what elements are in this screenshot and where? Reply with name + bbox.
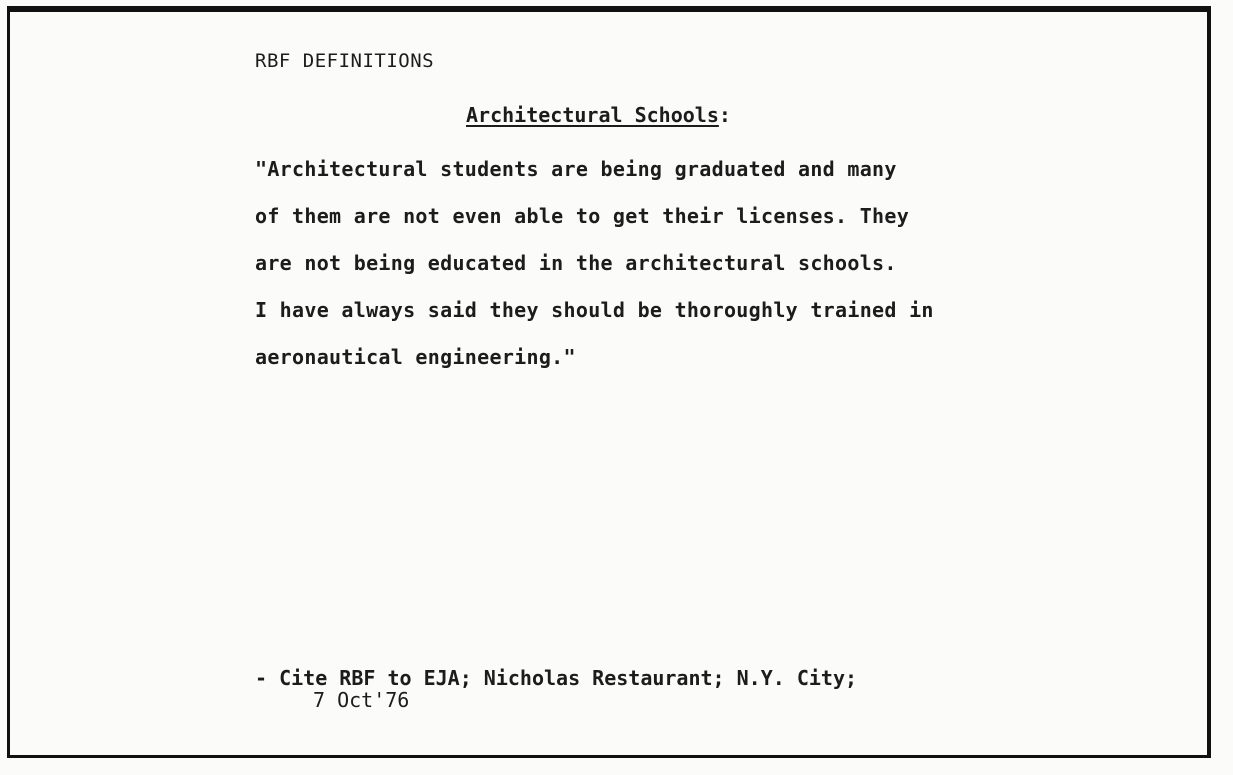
quote-line: I have always said they should be thoroughly trained in [255,298,934,322]
quote-line: are not being educated in the architectural schools. [255,251,897,275]
card-header: RBF DEFINITIONS [255,50,435,72]
definition-term-heading [466,103,731,127]
quote-line: "Architectural students are being graduated and many [255,157,897,181]
definition-term: Architectural Schools [466,103,719,127]
citation-source: - Cite RBF to EJA; Nicholas Restaurant; N.Y. City; [255,666,858,690]
definition-term-colon: : [718,103,731,127]
quote-line: of them are not even able to get their licenses. They [255,204,910,228]
citation [255,667,857,711]
quote-body [255,146,1115,381]
citation-date: 7 Oct'76 [313,688,410,712]
quote-line: aeronautical engineering." [255,345,576,369]
